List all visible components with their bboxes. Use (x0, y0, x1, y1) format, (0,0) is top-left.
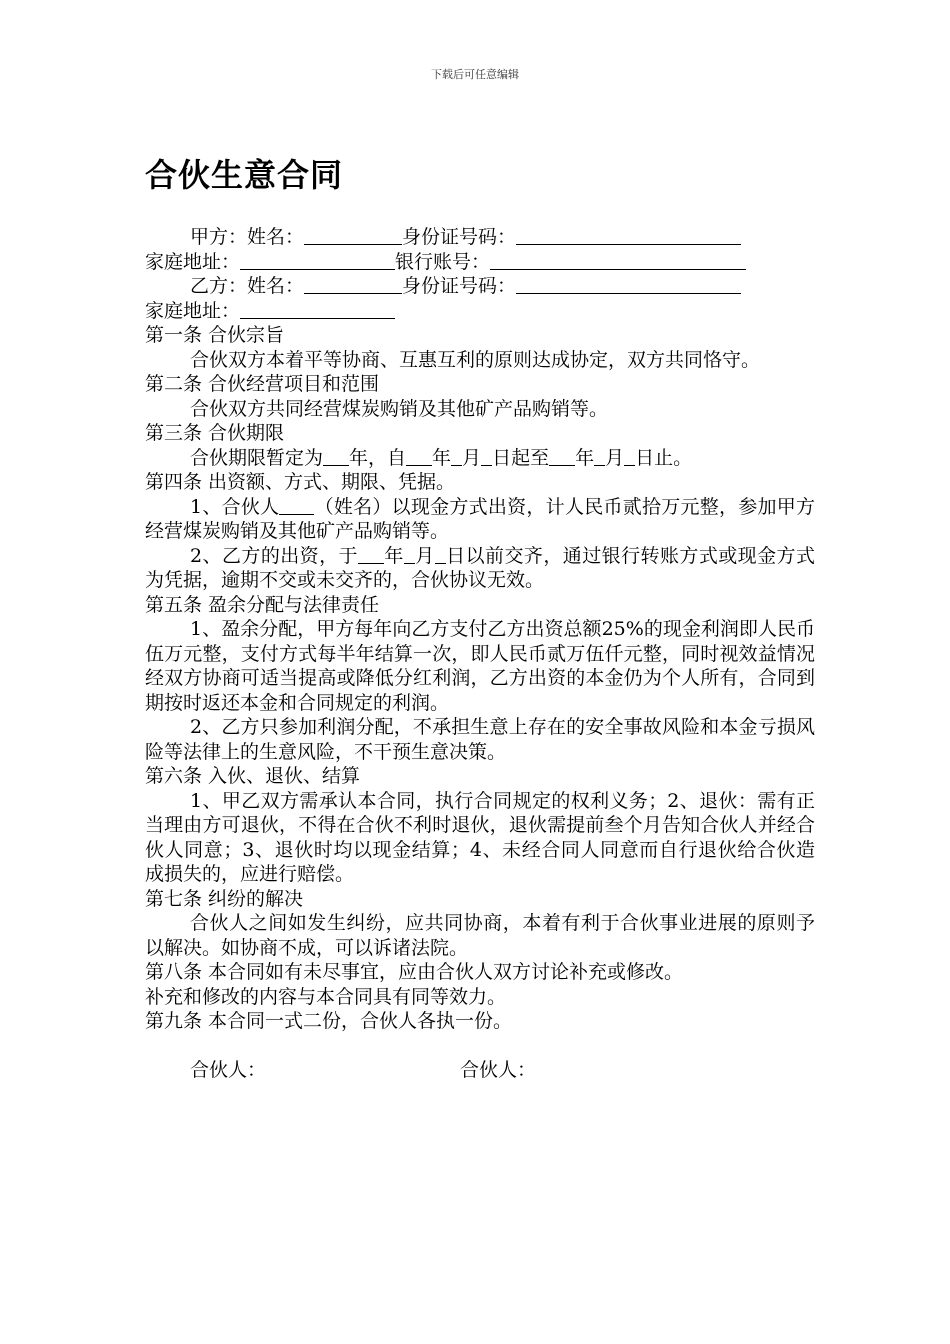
article-4-p1-part: 1、合伙人 (190, 495, 280, 518)
signature-right-label: 合伙人： (460, 1059, 537, 1081)
article-1-text: 合伙双方本着平等协商、互惠互利的原则达成协定，双方共同恪守。 (190, 348, 761, 371)
article-3-text-part: 月 (605, 446, 625, 469)
article-3-text-part: 日止。 (635, 446, 693, 469)
article-3-heading: 第三条 合伙期限 (145, 422, 285, 444)
party-b-id-blank[interactable] (516, 274, 741, 294)
party-a-bank-blank[interactable] (490, 250, 746, 270)
party-a-id-blank[interactable] (516, 225, 741, 245)
article-4-p2-part: 年 (384, 544, 404, 567)
party-a-address-blank[interactable] (240, 250, 395, 270)
article-3-text-part: 月 (462, 446, 482, 469)
article-7-heading: 第七条 纠纷的解决 (145, 887, 304, 910)
party-b-address-line (145, 299, 815, 324)
article-3-text-part: 合伙期限暂定为 (190, 446, 324, 469)
end-year-blank[interactable] (549, 446, 575, 466)
document-title: 合伙生意合同 (145, 156, 344, 194)
partner-name-blank[interactable] (279, 495, 314, 515)
term-years-blank[interactable] (323, 446, 349, 466)
article-4-paragraph-1 (145, 495, 815, 544)
header-note: 下载后可任意编辑 (431, 68, 519, 81)
party-b-name-blank[interactable] (304, 274, 402, 294)
article-4-p2-part: 月 (414, 544, 435, 567)
article-4-p1-part: （姓名）以现金方式出资，计人民币贰拾万元整，参加甲方经营煤炭购销及其他矿产品购销等。 (145, 495, 815, 542)
article-7-text: 合伙人之间如发生纠纷，应共同协商，本着有利于合伙事业进展的原则予以解决。如协商不成，可以诉诸法院。 (145, 912, 815, 959)
article-3-text-part: 年 (432, 446, 452, 469)
article-4-p2-part: 日以前交齐，通过银行转账方式或现金方式为凭据，逾期不交或未交齐的，合伙协议无效。 (145, 544, 815, 591)
article-8-line-2: 补充和修改的内容与本合同具有同等效力。 (145, 985, 507, 1008)
party-b-name-label: 乙方：姓名： (190, 275, 305, 297)
article-1-heading: 第一条 合伙宗旨 (145, 324, 285, 346)
start-year-blank[interactable] (406, 446, 432, 466)
party-b-address-blank[interactable] (240, 299, 395, 319)
article-3-text-part: 年 (575, 446, 595, 469)
party-a-name-blank[interactable] (304, 225, 402, 245)
party-a-name-line (145, 225, 815, 250)
party-a-id-label: 身份证号码： (402, 226, 517, 248)
payment-year-blank[interactable] (358, 544, 384, 564)
party-b-id-label: 身份证号码： (402, 275, 517, 297)
party-a-name-label: 甲方：姓名： (190, 226, 305, 248)
article-2-text: 合伙双方共同经营煤炭购销及其他矿产品购销等。 (190, 397, 609, 420)
party-b-name-line (145, 274, 815, 299)
article-6-paragraph-1: 1、甲乙双方需承认本合同，执行合同规定的权利义务；2、退伙：需有正当理由方可退伙，不得在合伙不利时退伙，退伙需提前叁个月告知合伙人并经合伙人同意；3、退伙时均以现金结算；4、未经合同人同意而自行退伙给合伙造成损失的，应进行赔偿。 (145, 789, 815, 885)
party-a-bank-label: 银行账号： (395, 250, 491, 273)
start-day-blank[interactable] (481, 446, 492, 466)
article-3-text-part: 年，自 (349, 446, 407, 469)
article-5-paragraph-2: 2、乙方只参加利润分配，不承担生意上存在的安全事故风险和本金亏损风险等法律上的生意风险，不干预生意决策。 (145, 716, 815, 763)
article-4-paragraph-2 (145, 544, 815, 593)
article-5-heading: 第五条 盈余分配与法律责任 (145, 593, 380, 616)
signature-left-label: 合伙人： (190, 1059, 267, 1081)
article-3-text-part: 日起至 (492, 446, 550, 469)
end-month-blank[interactable] (594, 446, 605, 466)
party-a-address-line (145, 250, 815, 275)
article-3-text (145, 446, 815, 471)
article-9-text: 第九条 本合同一式二份，合伙人各执一份。 (145, 1010, 513, 1032)
article-5-paragraph-1: 1、盈余分配，甲方每年向乙方支付乙方出资总额25%的现金利润即人民币伍万元整，支付方式每半年结算一次，即人民币贰万伍仟元整，同时视效益情况经双方协商可适当提高或降低分红利润，乙方出资的本金仍为个人所有，合同到期按时返还本金和合同规定的利润。 (145, 618, 815, 714)
signature-spacer (145, 1034, 815, 1059)
payment-day-blank[interactable] (435, 544, 446, 564)
end-day-blank[interactable] (624, 446, 635, 466)
article-4-p2-part: 2、乙方的出资，于 (190, 544, 358, 567)
article-2-heading: 第二条 合伙经营项目和范围 (145, 373, 380, 395)
party-a-address-label: 家庭地址： (145, 250, 241, 273)
payment-month-blank[interactable] (404, 544, 415, 564)
signature-row (145, 1058, 815, 1083)
article-4-heading: 第四条 出资额、方式、期限、凭据。 (145, 471, 456, 493)
article-8-line-1: 第八条 本合同如有未尽事宜，应由合伙人双方讨论补充或修改。 (145, 961, 684, 983)
start-month-blank[interactable] (451, 446, 462, 466)
party-b-address-label: 家庭地址： (145, 299, 241, 322)
article-6-heading: 第六条 入伙、退伙、结算 (145, 765, 361, 787)
contract-body (145, 225, 815, 1083)
